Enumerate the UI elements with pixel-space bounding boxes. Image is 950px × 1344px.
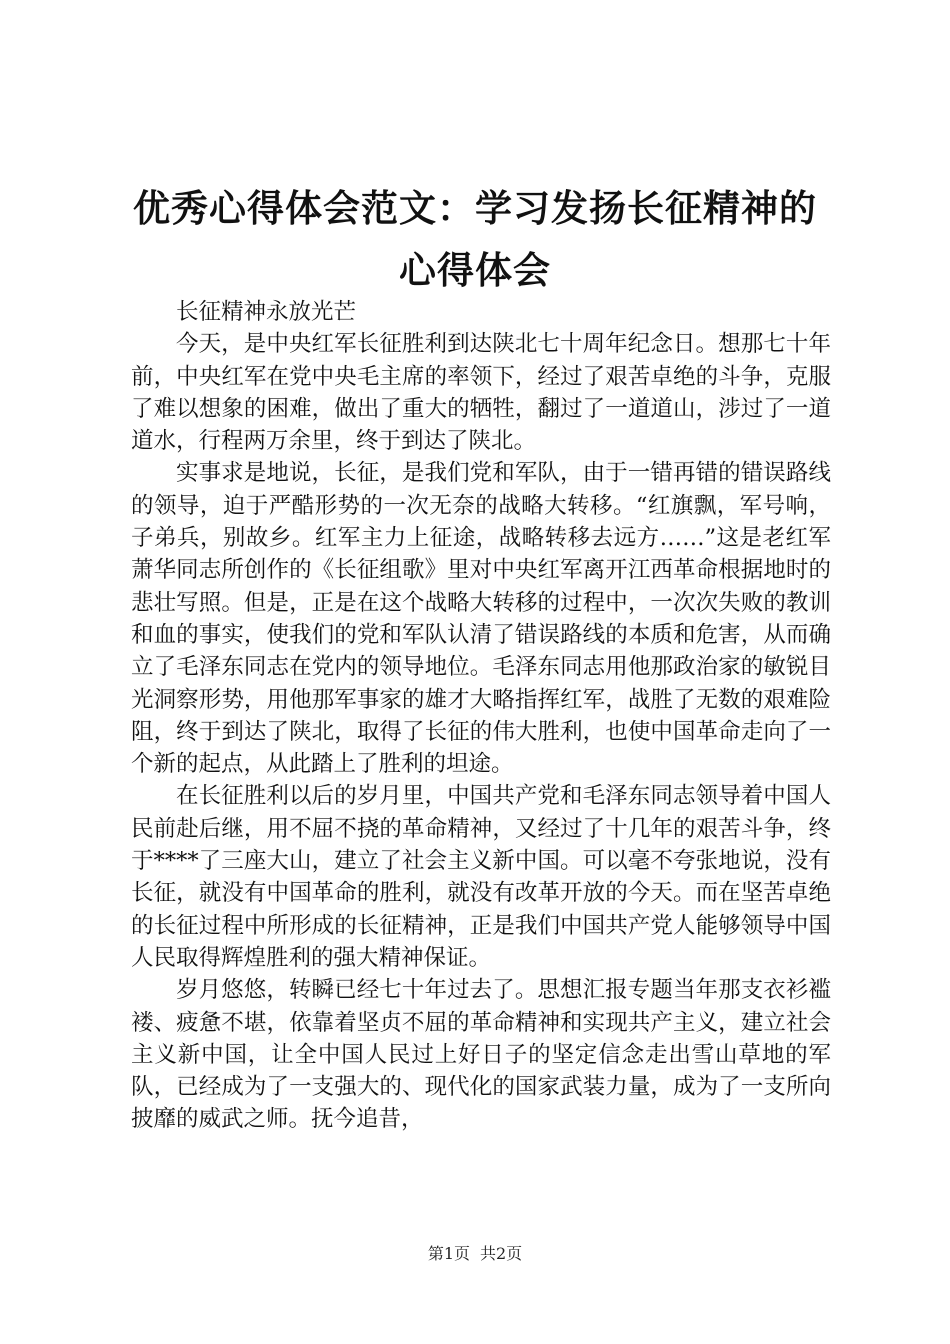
paragraph-1: 今天，是中央红军长征胜利到达陕北七十周年纪念日。想那七十年前，中央红军在党中央毛主席的率领下，经过了艰苦卓绝的斗争，克服了难以想象的困难，做出了重大的牺牲，翻过了一道道山，涉过了一道道水，行程两万余里，终于到达了陕北。	[131, 331, 831, 455]
document-body	[131, 296, 831, 1136]
paragraph-subtitle: 长征精神永放光芒	[176, 299, 357, 325]
page-footer	[0, 1244, 950, 1264]
page-number: 第1页	[427, 1244, 470, 1263]
document-title: 优秀心得体会范文：学习发扬长征精神的心得体会	[133, 187, 817, 292]
paragraph-4: 岁月悠悠，转瞬已经七十年过去了。思想汇报专题当年那支衣衫褴褛、疲惫不堪，依靠着坚贞不屈的革命精神和实现共产主义，建立社会主义新中国，让全中国人民过上好日子的坚定信念走出雪山草地的军队，已经成为了一支强大的、现代化的国家武装力量，成为了一支所向披靡的威武之师。抚今追昔，	[131, 977, 831, 1133]
paragraph-3: 在长征胜利以后的岁月里，中国共产党和毛泽东同志领导着中国人民前赴后继，用不屈不挠的革命精神，又经过了十几年的艰苦斗争，终于****了三座大山，建立了社会主义新中国。可以毫不夸张地说，没有长征，就没有中国革命的胜利，就没有改革开放的今天。而在坚苦卓绝的长征过程中所形成的长征精神，正是我们中国共产党人能够领导中国人民取得辉煌胜利的强大精神保证。	[131, 783, 831, 971]
page-total: 共2页	[480, 1244, 523, 1263]
paragraph-2: 实事求是地说，长征，是我们党和军队，由于一错再错的错误路线的领导，迫于严酷形势的一次无奈的战略大转移。“红旗飘，军号响，子弟兵，别故乡。红军主力上征途，战略转移去远方……”这是老红军萧华同志所创作的《长征组歌》里对中央红军离开江西革命根据地时的悲壮写照。但是，正是在这个战略大转移的过程中，一次次失败的教训和血的事实，使我们的党和军队认清了错误路线的本质和危害，从而确立了毛泽东同志在党内的领导地位。毛泽东同志用他那政治家的敏锐目光洞察形势，用他那军事家的雄才大略指挥红军，战胜了无数的艰难险阻，终于到达了陕北，取得了长征的伟大胜利，也使中国革命走向了一个新的起点，从此踏上了胜利的坦途。	[131, 460, 831, 778]
